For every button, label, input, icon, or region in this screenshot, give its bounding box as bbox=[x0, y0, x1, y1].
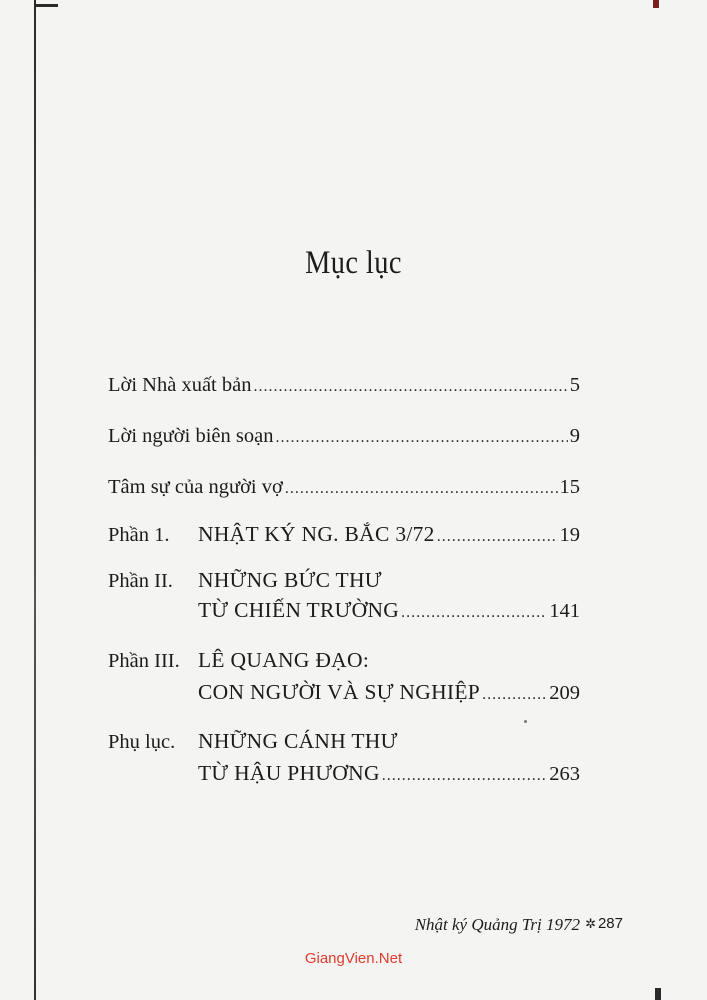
toc-entry-part: Phần II. bbox=[108, 570, 173, 592]
toc-entry-title-continued: TỪ HẬU PHƯƠNG bbox=[198, 761, 380, 785]
toc-entry-heading-line[interactable] bbox=[108, 568, 580, 598]
toc-entry-page: 209 bbox=[549, 682, 580, 704]
dot-leader bbox=[437, 528, 558, 546]
corner-mark bbox=[34, 4, 58, 7]
toc-entry-page: 141 bbox=[549, 600, 580, 622]
toc-entry-page: 5 bbox=[569, 374, 580, 396]
corner-mark bbox=[653, 0, 659, 8]
scan-speck bbox=[524, 720, 527, 723]
page-number: 287 bbox=[597, 915, 623, 932]
toc-entry-title: NHỮNG BỨC THƯ bbox=[198, 568, 382, 592]
corner-mark bbox=[655, 988, 661, 1000]
ornament-icon: ✲ bbox=[585, 916, 596, 931]
toc-entry-page: 263 bbox=[549, 763, 580, 785]
toc-entry-title: LÊ QUANG ĐẠO: bbox=[198, 648, 370, 672]
toc-entry-title-continued: CON NGƯỜI VÀ SỰ NGHIỆP bbox=[198, 680, 481, 704]
dot-leader bbox=[382, 767, 547, 785]
toc-entry-title-continued: TỪ CHIẾN TRƯỜNG bbox=[198, 598, 400, 622]
dot-leader bbox=[401, 604, 547, 622]
toc-entry-page: 9 bbox=[569, 425, 580, 447]
toc-entry-page: 19 bbox=[559, 524, 580, 546]
running-footer-title: Nhật ký Quảng Trị 1972 bbox=[414, 915, 580, 934]
toc-entry-title: NHẬT KÝ NG. BẮC 3/72 bbox=[198, 522, 435, 546]
toc-entry[interactable] bbox=[108, 374, 580, 404]
watermark: GiangVien.Net bbox=[304, 950, 403, 967]
toc-entry[interactable] bbox=[108, 522, 580, 552]
toc-entry-heading-line[interactable] bbox=[108, 648, 580, 678]
toc-entry-title: NHỮNG CÁNH THƯ bbox=[198, 729, 398, 753]
toc-entry-title: Lời Nhà xuất bản bbox=[108, 374, 252, 396]
toc-entry-part: Phần III. bbox=[108, 650, 180, 672]
toc-entry[interactable] bbox=[198, 680, 580, 710]
toc-entry[interactable] bbox=[108, 476, 580, 506]
toc-entry[interactable] bbox=[198, 598, 580, 628]
page-title: Mục lục bbox=[305, 245, 402, 281]
page-binding-edge bbox=[34, 0, 36, 1000]
toc-entry-part: Phần 1. bbox=[108, 524, 170, 546]
toc-entry-title: Lời người biên soạn bbox=[108, 425, 274, 447]
dot-leader bbox=[482, 686, 547, 704]
toc-entry-title: Tâm sự của người vợ bbox=[108, 476, 283, 498]
dot-leader bbox=[275, 429, 567, 447]
dot-leader bbox=[253, 378, 567, 396]
toc-entry-page: 15 bbox=[559, 476, 580, 498]
toc-entry[interactable] bbox=[108, 425, 580, 455]
toc-entry[interactable] bbox=[198, 761, 580, 791]
toc-entry-part: Phụ lục. bbox=[108, 731, 176, 753]
toc-entry-heading-line[interactable] bbox=[108, 729, 580, 759]
dot-leader bbox=[285, 480, 558, 498]
